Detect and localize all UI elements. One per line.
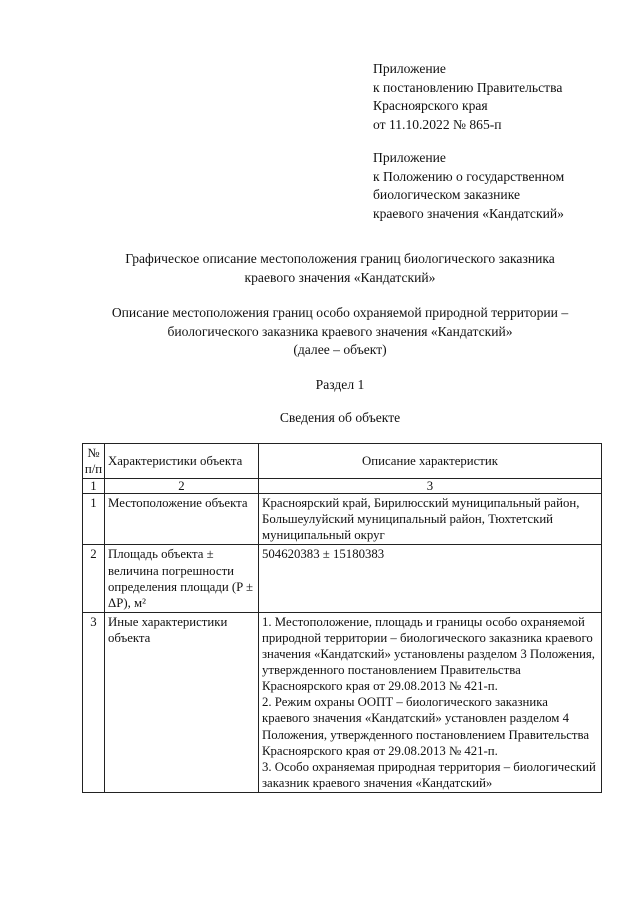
subtitle-line: Описание местоположения границ особо охраняемой природной территории –	[111, 305, 569, 320]
subtitle-line: (далее – объект)	[293, 342, 387, 357]
header-description: Описание характеристик	[259, 444, 602, 479]
annex-main	[373, 60, 562, 134]
table-row	[83, 494, 602, 545]
numbering-cell: 1	[83, 479, 105, 494]
annex-sub-line: к Положению о государственном	[373, 168, 565, 184]
annex-main-line: к постановлению Правительства	[373, 79, 563, 95]
object-info-table	[82, 443, 602, 793]
table-row	[83, 545, 602, 612]
table-row	[83, 612, 602, 792]
row-characteristic: Иные характеристики объекта	[105, 612, 259, 792]
numbering-cell: 3	[259, 479, 602, 494]
row-description: 504620383 ± 15180383	[259, 545, 602, 612]
annex-sub	[373, 149, 564, 223]
description-item: 1. Местоположение, площадь и границы особо охраняемой природной территории – биологического заказника краевого значения «Кандатский» установлены разделом 3 Положения, утвержденного постановлением Правительства Красноярского края от 29.08.2013 № 421-п.	[262, 614, 595, 694]
annex-main-line: Красноярского края	[373, 98, 488, 113]
header-characteristic: Характеристики объекта	[105, 444, 259, 479]
section-heading: Раздел 1	[315, 377, 365, 392]
row-number: 2	[83, 545, 105, 612]
section-title: Сведения об объекте	[279, 410, 401, 425]
title-line: краевого значения «Кандатский»	[244, 269, 436, 285]
description-item: 2. Режим охраны ООПТ – биологического заказника краевого значения «Кандатский» установлен разделом 4 Положения, утвержденного постановлением Правительства Красноярского края от 29.08.2013 № 421-п.	[262, 695, 590, 758]
row-number: 1	[83, 494, 105, 545]
document-title	[60, 250, 620, 287]
annex-main-line: Приложение	[373, 61, 446, 76]
row-characteristic: Площадь объекта ± величина погрешности определения площади (P ± ΔP), м²	[105, 545, 259, 612]
numbering-cell: 2	[105, 479, 259, 494]
table-header-row	[83, 444, 602, 479]
row-description	[259, 612, 602, 792]
table-numbering-row	[83, 479, 602, 494]
subtitle-line: биологического заказника краевого значения «Кандатский»	[167, 323, 513, 339]
annex-sub-line: биологическом заказнике	[373, 187, 520, 202]
annex-sub-line: Приложение	[373, 150, 446, 165]
document-subtitle	[60, 304, 620, 360]
title-line: Графическое описание местоположения границ биологического заказника	[125, 251, 555, 266]
row-characteristic: Местоположение объекта	[105, 494, 259, 545]
annex-main-line: от 11.10.2022 № 865-п	[373, 116, 502, 132]
row-number: 3	[83, 612, 105, 792]
description-item: 3. Особо охраняемая природная территория – биологический заказник краевого значения «Кандатский»	[262, 759, 596, 790]
header-number: № п/п	[83, 444, 105, 479]
row-description: Красноярский край, Бирилюсский муниципальный район, Большеулуйский муниципальный район, Тюхтетский муниципальный округ	[259, 494, 602, 545]
annex-sub-line: краевого значения «Кандатский»	[373, 205, 564, 221]
